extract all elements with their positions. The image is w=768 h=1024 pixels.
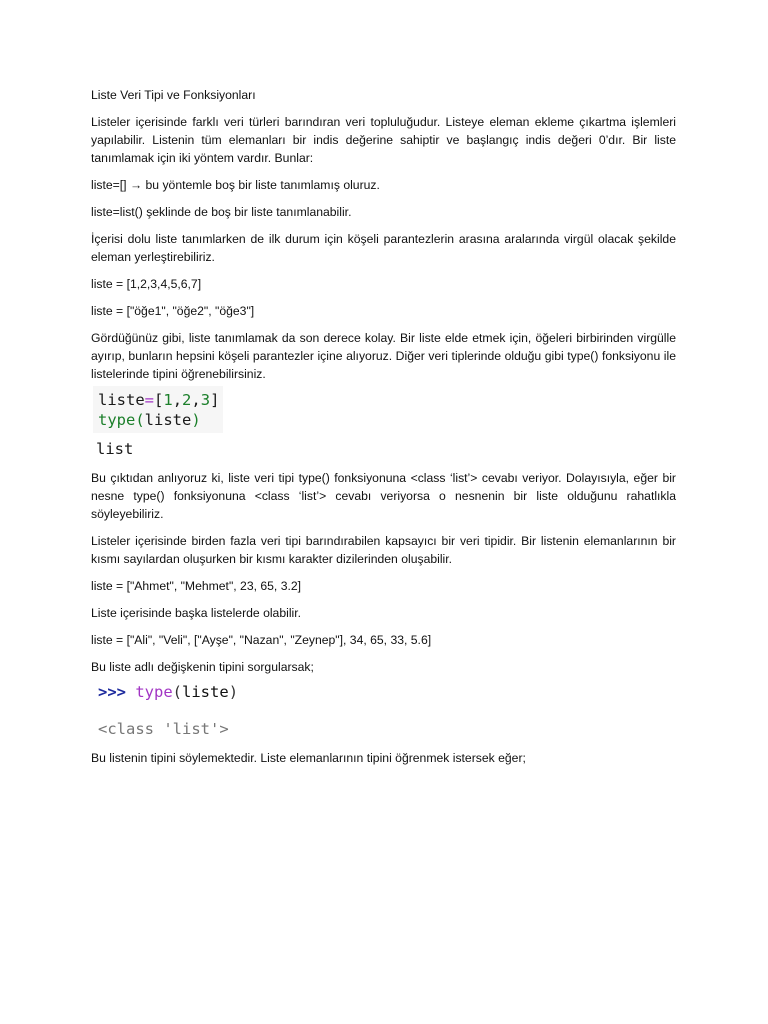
line-empty-list-1: liste=[] → bu yöntemle boş bir liste tanımlamış oluruz.: [91, 178, 380, 192]
paragraph-container-type: Listeler içerisinde birden fazla veri tipi barındırabilen kapsayıcı bir veri tipidir. Bir listenin elemanlarının bir kısmı sayılardan oluşurken bir kısmı karakter dizilerinden oluşabilir.: [91, 534, 676, 566]
paragraph-type-function: Gördüğünüz gibi, liste tanımlamak da son derece kolay. Bir liste elde etmek için, öğeleri birbirinden virgülle ayırıp, bunların hepsini köşeli parantezler içine alıyoruz. Diğer veri tiplerinde olduğu gibi type() fonksiyonu ile listelerinde tipini öğrenebilirsiniz.: [91, 331, 676, 381]
code-number: 3: [200, 391, 211, 409]
line-empty-list-2: liste=list() şeklinde de boş bir liste tanımlanabilir.: [91, 205, 352, 219]
document-page: [91, 87, 676, 767]
document-title: Liste Veri Tipi ve Fonksiyonları: [91, 88, 256, 102]
code-comma: ,: [172, 391, 183, 409]
interpreter-prompt: >>>: [98, 683, 126, 701]
code-number: 1: [163, 391, 173, 409]
example-nested: liste = ["Ali", "Veli", ["Ayşe", "Nazan", "Zeynep"], 34, 65, 33, 5.6]: [91, 633, 432, 647]
paragraph-element-types: Bu listenin tipini söylemektedir. Liste elemanlarının tipini öğrenmek istersek eğer;: [91, 751, 526, 765]
example-numbers: liste = [1,2,3,4,5,6,7]: [91, 277, 202, 291]
paragraph-intro: Listeler içerisinde farklı veri türleri barındıran veri topluluğudur. Listeye eleman ekleme çıkartma işlemleri yapılabilir. Listenin tüm elemanları bir indis değerine sahiptir ve başlangıç indis değeri 0’dır. Bir liste tanımlamak için iki yöntem vardır. Bunlar:: [91, 115, 676, 165]
code-bracket-close: ]: [210, 391, 220, 409]
example-strings: liste = ["öğe1", "öğe2", "öğe3"]: [91, 304, 255, 318]
code-output-list: list: [96, 440, 134, 458]
code-var: liste: [98, 391, 145, 409]
code-operator: =: [144, 391, 155, 409]
paragraph-query: Bu liste adlı değişkenin tipini sorgularsak;: [91, 660, 314, 674]
code-block-interpreter: [98, 682, 676, 702]
code-arg: liste: [144, 411, 192, 429]
paragraph-filled-list: İçerisi dolu liste tanımlarken de ilk durum için köşeli parantezlerin arasına aralarında virgül olacak şekilde eleman yerleştirebiliriz.: [91, 232, 676, 264]
code-line-1: [98, 390, 223, 410]
paragraph-nested: Liste içerisinde başka listelerde olabilir.: [91, 606, 302, 620]
code-paren-close: ): [191, 411, 201, 429]
code-arg: liste: [182, 683, 229, 701]
code-paren-open: (: [135, 411, 145, 429]
code-builtin: type: [135, 683, 173, 701]
code-block-definition: [93, 386, 223, 433]
code-bracket-open: [: [154, 391, 164, 409]
example-mixed: liste = ["Ahmet", "Mehmet", 23, 65, 3.2]: [91, 579, 302, 593]
code-number: 2: [182, 391, 192, 409]
code-paren-open: (: [172, 683, 183, 701]
code-paren-close: ): [228, 683, 239, 701]
paragraph-class-list: Bu çıktıdan anlıyoruz ki, liste veri tipi type() fonksiyonuna <class ‘list’> cevabı veriyor. Dolayısıyla, eğer bir nesne type() fonksiyonuna <class ‘list’> cevabı veriyorsa o nesnenin bir liste olduğunu rahatlıkla söyleyebiliriz.: [91, 471, 676, 521]
code-comma: ,: [191, 391, 201, 409]
code-output-class: <class 'list'>: [98, 720, 229, 738]
code-line-2: [98, 410, 223, 430]
code-builtin: type: [98, 411, 136, 429]
